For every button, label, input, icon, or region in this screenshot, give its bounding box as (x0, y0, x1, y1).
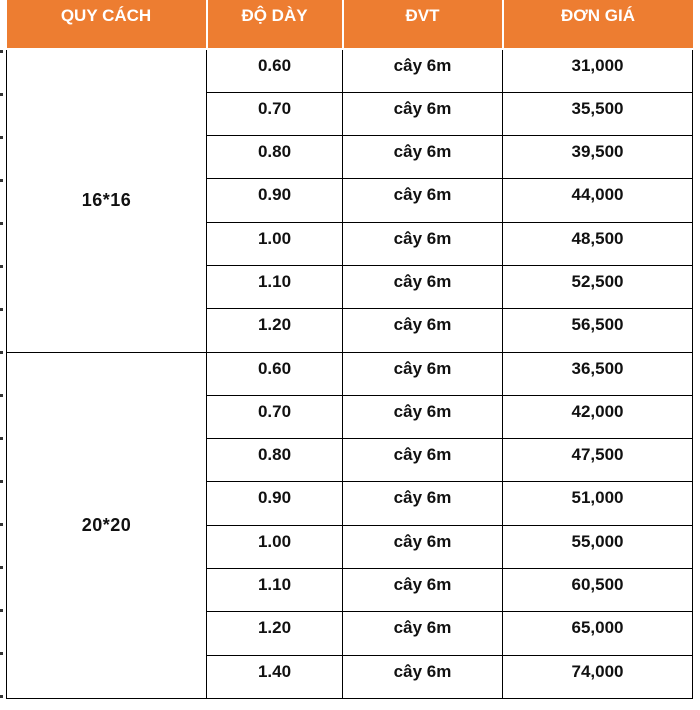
unit-cell[interactable]: cây 6m (343, 136, 503, 179)
unit-cell[interactable]: cây 6m (343, 265, 503, 308)
unit-cell[interactable]: cây 6m (343, 179, 503, 222)
header-row (7, 0, 693, 49)
price-cell[interactable]: 44,000 (503, 179, 693, 222)
header-price: ĐƠN GIÁ (503, 0, 693, 49)
price-cell[interactable]: 74,000 (503, 655, 693, 698)
spec-cell[interactable]: 16*16 (7, 49, 207, 352)
price-cell[interactable]: 52,500 (503, 265, 693, 308)
unit-cell[interactable]: cây 6m (343, 482, 503, 525)
unit-cell[interactable]: cây 6m (343, 395, 503, 438)
unit-cell[interactable]: cây 6m (343, 309, 503, 352)
price-cell[interactable]: 51,000 (503, 482, 693, 525)
thickness-cell[interactable]: 0.80 (207, 136, 343, 179)
thickness-cell[interactable]: 0.90 (207, 482, 343, 525)
price-cell[interactable]: 47,500 (503, 439, 693, 482)
unit-cell[interactable]: cây 6m (343, 352, 503, 395)
unit-cell[interactable]: cây 6m (343, 612, 503, 655)
unit-cell[interactable]: cây 6m (343, 92, 503, 135)
price-cell[interactable]: 39,500 (503, 136, 693, 179)
header-spec: QUY CÁCH (7, 0, 207, 49)
table-body (7, 49, 693, 698)
price-cell[interactable]: 56,500 (503, 309, 693, 352)
price-cell[interactable]: 65,000 (503, 612, 693, 655)
header-unit: ĐVT (343, 0, 503, 49)
price-cell[interactable]: 55,000 (503, 525, 693, 568)
thickness-cell[interactable]: 1.10 (207, 569, 343, 612)
price-cell[interactable]: 31,000 (503, 49, 693, 92)
price-cell[interactable]: 42,000 (503, 395, 693, 438)
thickness-cell[interactable]: 0.70 (207, 395, 343, 438)
table-row (7, 49, 693, 92)
thickness-cell[interactable]: 0.60 (207, 49, 343, 92)
unit-cell[interactable]: cây 6m (343, 569, 503, 612)
unit-cell[interactable]: cây 6m (343, 525, 503, 568)
unit-cell[interactable]: cây 6m (343, 439, 503, 482)
price-cell[interactable]: 48,500 (503, 222, 693, 265)
unit-cell[interactable]: cây 6m (343, 49, 503, 92)
unit-cell[interactable]: cây 6m (343, 655, 503, 698)
thickness-cell[interactable]: 1.20 (207, 309, 343, 352)
thickness-cell[interactable]: 0.70 (207, 92, 343, 135)
thickness-cell[interactable]: 0.80 (207, 439, 343, 482)
thickness-cell[interactable]: 1.10 (207, 265, 343, 308)
table-row (7, 352, 693, 395)
price-cell[interactable]: 35,500 (503, 92, 693, 135)
row-edge-marks (0, 50, 3, 710)
price-cell[interactable]: 36,500 (503, 352, 693, 395)
unit-cell[interactable]: cây 6m (343, 222, 503, 265)
thickness-cell[interactable]: 1.20 (207, 612, 343, 655)
price-cell[interactable]: 60,500 (503, 569, 693, 612)
thickness-cell[interactable]: 1.40 (207, 655, 343, 698)
thickness-cell[interactable]: 1.00 (207, 525, 343, 568)
thickness-cell[interactable]: 0.60 (207, 352, 343, 395)
price-table (6, 0, 693, 699)
spec-cell[interactable]: 20*20 (7, 352, 207, 698)
thickness-cell[interactable]: 0.90 (207, 179, 343, 222)
header-thickness: ĐỘ DÀY (207, 0, 343, 49)
thickness-cell[interactable]: 1.00 (207, 222, 343, 265)
